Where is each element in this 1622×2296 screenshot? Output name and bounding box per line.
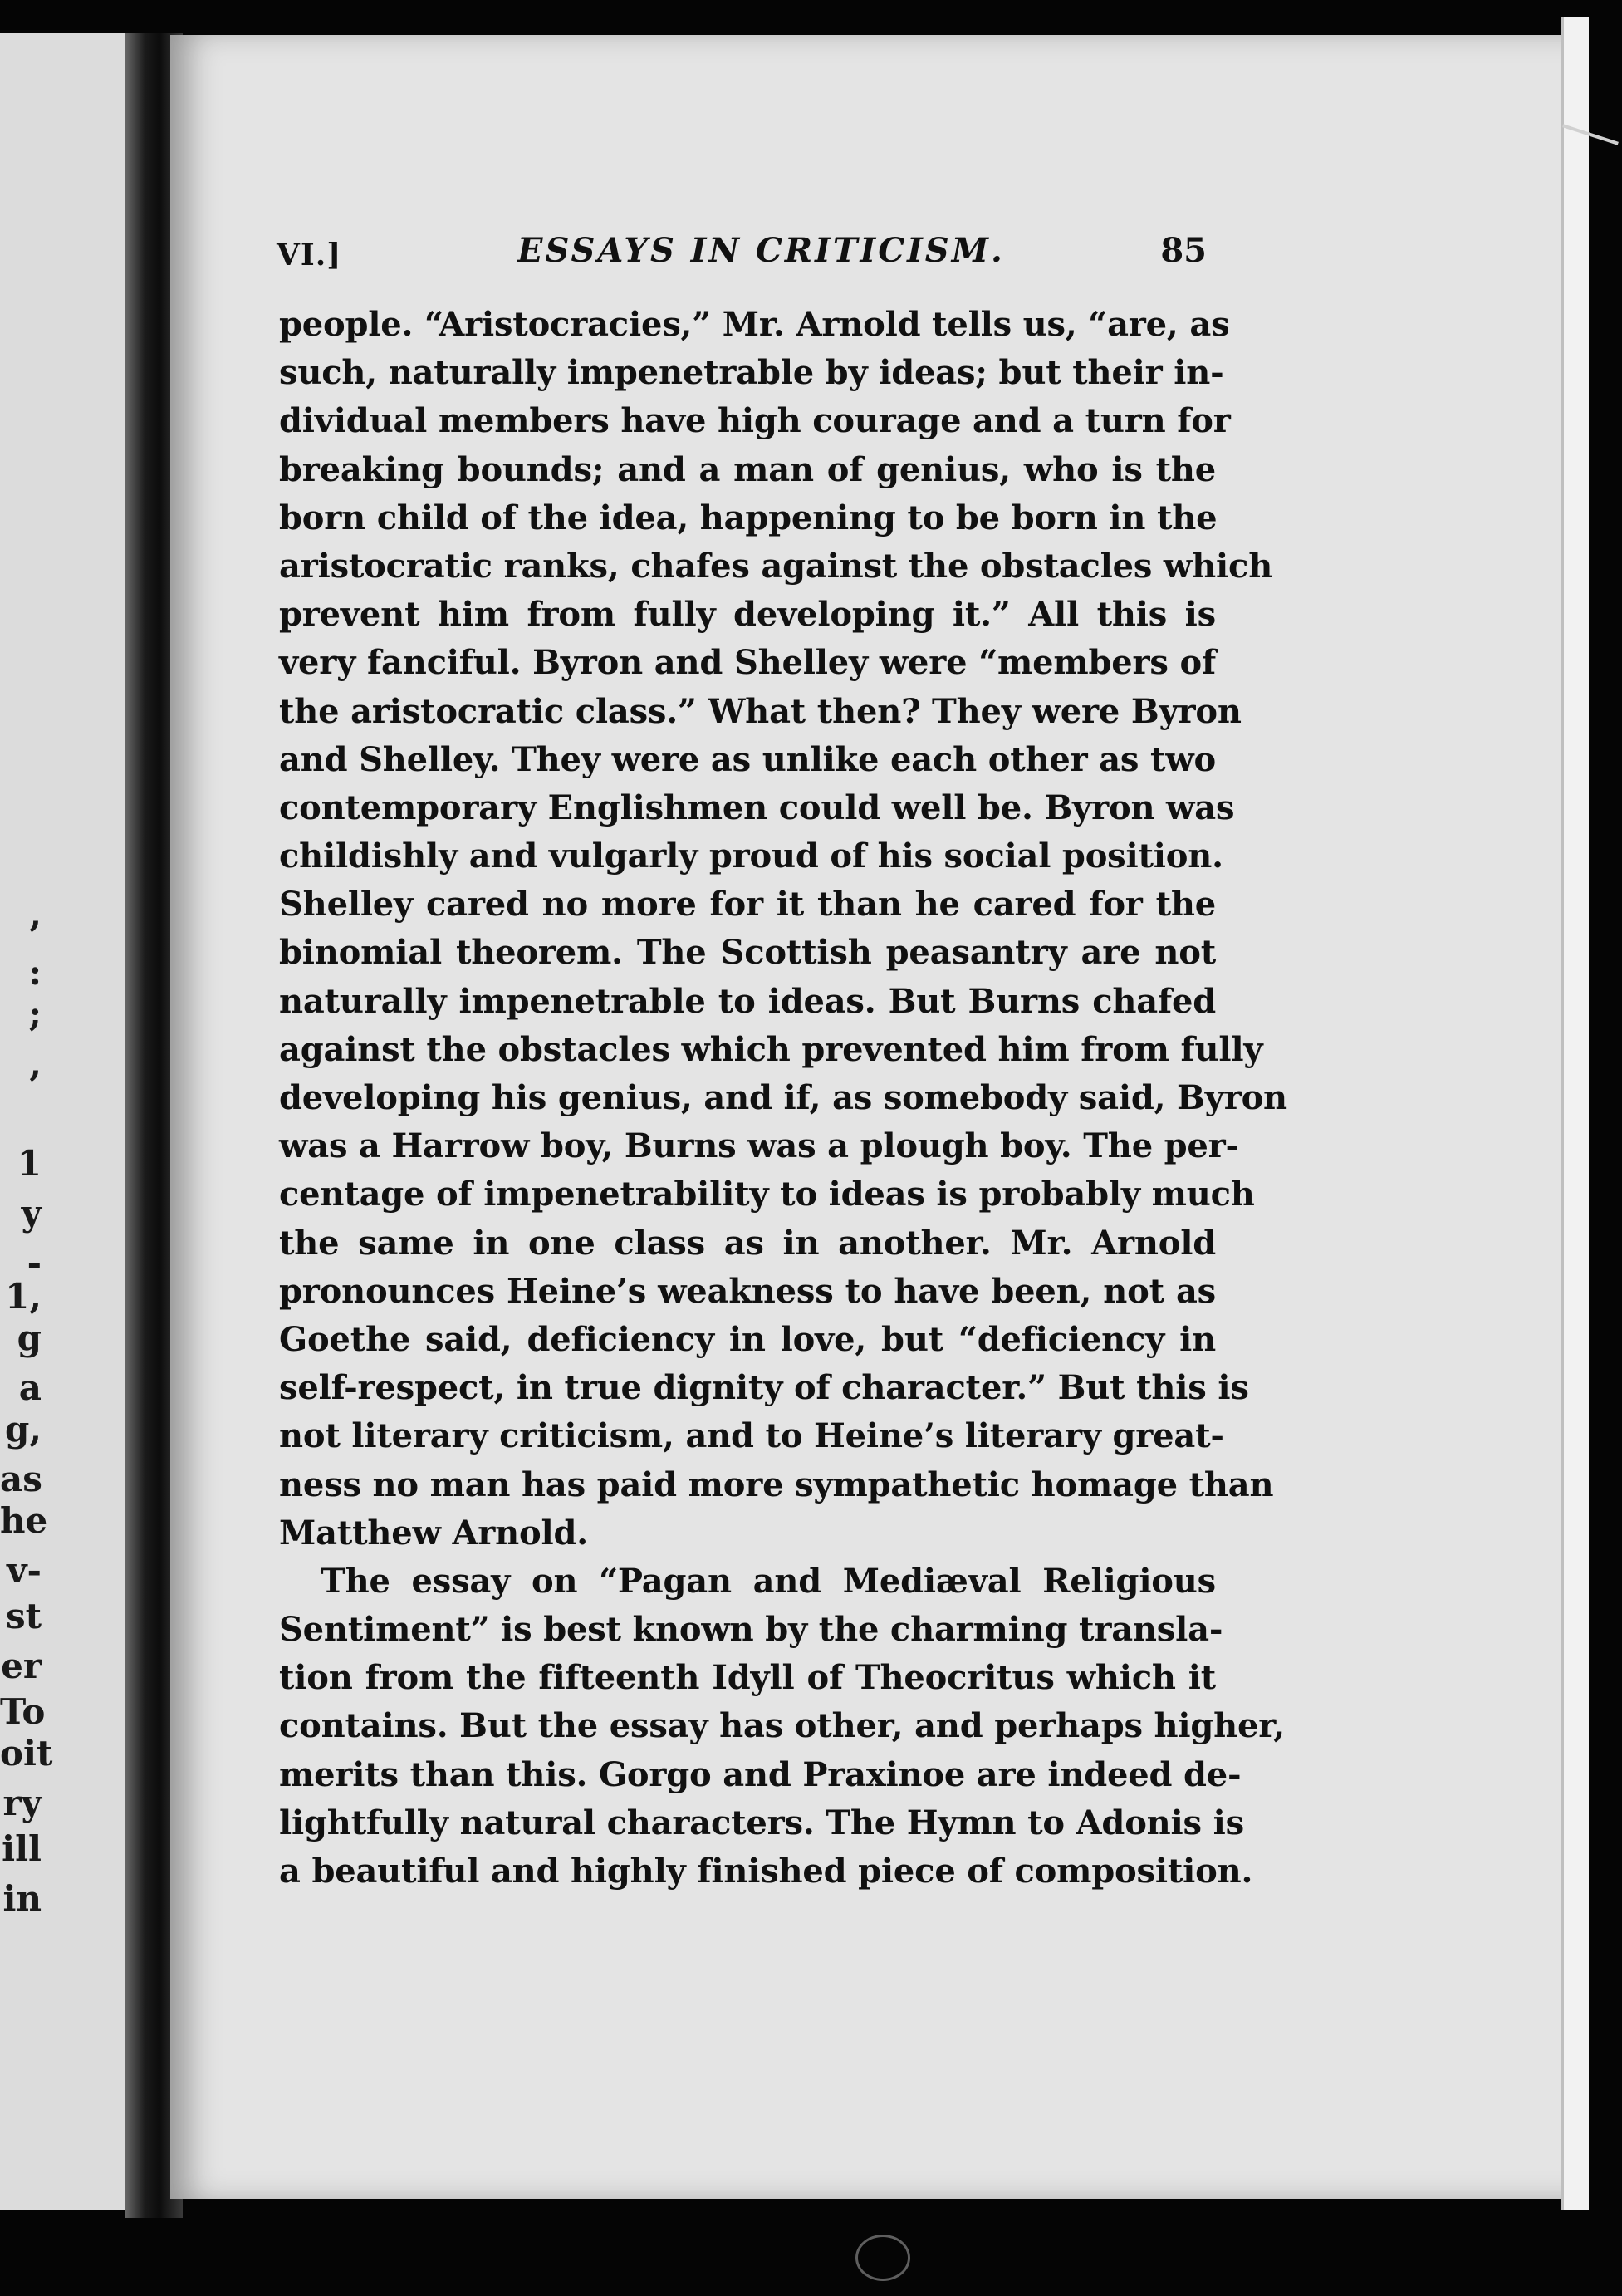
running-head [277, 231, 1207, 281]
facing-page-fragment: ill [2, 1828, 42, 1869]
text-line: Matthew Arnold. [279, 1513, 589, 1553]
text-line: binomial theorem. The Scottish peasantry are not [279, 933, 1216, 973]
facing-page-fragment: a [18, 1367, 42, 1408]
text-line: The essay on “Pagan and Mediæval Religious [321, 1561, 1216, 1601]
text-line: the aristocratic class.” What then? They were Byron [279, 691, 1242, 731]
facing-page-fragment: ry [2, 1783, 42, 1823]
text-line: pronounces Heine’s weakness to have been, not as [279, 1271, 1216, 1311]
text-line: lightfully natural characters. The Hymn to Adonis is [279, 1803, 1244, 1842]
body-text [279, 301, 1287, 1896]
text-line: naturally impenetrable to ideas. But Burns chafed [279, 981, 1216, 1021]
facing-page-fragment: v- [7, 1550, 42, 1591]
text-line: born child of the idea, happening to be born in the [279, 498, 1218, 537]
facing-page-fragment: - [27, 1243, 42, 1283]
facing-page-fragment: oit [0, 1733, 53, 1774]
facing-page-fragment: he [0, 1500, 48, 1541]
facing-page-fragment: g, [5, 1409, 42, 1450]
facing-page-fragment: as [0, 1459, 42, 1499]
text-line: childishly and vulgarly proud of his social position. [279, 836, 1223, 876]
facing-page-fragment: g [17, 1317, 42, 1358]
text-line: Shelley cared no more for it than he cared for the [279, 885, 1216, 925]
text-line: centage of impenetrability to ideas is probably much [279, 1175, 1255, 1214]
text-line: not literary criticism, and to Heine’s literary great- [279, 1416, 1224, 1456]
text-line: was a Harrow boy, Burns was a plough boy. The per- [279, 1126, 1239, 1166]
facing-page-fragment: 1, [5, 1276, 42, 1317]
section-number: VI.] [277, 238, 342, 272]
text-line: very fanciful. Byron and Shelley were “members of [279, 643, 1216, 683]
facing-page-fragment: : [28, 952, 42, 993]
text-line: and Shelley. They were as unlike each other as two [279, 739, 1216, 779]
text-line: such, naturally impenetrable by ideas; but their in- [279, 353, 1224, 393]
running-title: ESSAYS IN CRITICISM. [517, 231, 1005, 270]
text-line: aristocratic ranks, chafes against the obstacles which [279, 546, 1273, 586]
facing-page-fragment: , [29, 894, 42, 935]
text-line: contemporary Englishmen could well be. Byron was [279, 787, 1235, 827]
text-line: Sentiment” is best known by the charming transla- [279, 1610, 1223, 1650]
text-line: tion from the fifteenth Idyll of Theocritus which it [279, 1658, 1216, 1698]
paragraph-2 [279, 1558, 1285, 1896]
text-line: Goethe said, deficiency in love, but “deficiency in [279, 1319, 1216, 1359]
text-line: ness no man has paid more sympathetic homage than [279, 1464, 1274, 1504]
text-line: self-respect, in true dignity of character.” But this is [279, 1368, 1249, 1408]
facing-page-fragment: in [2, 1878, 42, 1919]
text-line: merits than this. Gorgo and Praxinoe are indeed de- [279, 1754, 1242, 1794]
facing-page-fragment: 1 [17, 1143, 42, 1184]
facing-page-fragment: y [21, 1193, 42, 1234]
text-line: a beautiful and highly finished piece of composition. [279, 1852, 1253, 1891]
text-line: prevent him from fully developing it.” All this is [279, 595, 1216, 635]
facing-page-fragment: To [0, 1691, 46, 1732]
text-line: against the obstacles which prevented him from fully [279, 1029, 1263, 1069]
text-line: the same in one class as in another. Mr. Arnold [279, 1223, 1216, 1263]
scan-smudge [855, 2235, 910, 2281]
page-edge [1561, 17, 1589, 2210]
text-line: breaking bounds; and a man of genius, who is the [279, 449, 1216, 489]
page-number: 85 [1160, 231, 1207, 270]
facing-page-fragment: er [1, 1646, 42, 1686]
facing-page-fragment: , [29, 1043, 42, 1084]
facing-page-fragment: ; [28, 993, 42, 1034]
text-line: contains. But the essay has other, and perhaps higher, [279, 1706, 1285, 1746]
paragraph-1 [279, 301, 1287, 1558]
text-line: dividual members have high courage and a turn for [279, 401, 1231, 441]
text-line: people. “Aristocracies,” Mr. Arnold tells us, “are, as [279, 305, 1230, 344]
facing-page-fragment: st [5, 1596, 42, 1636]
text-line: developing his genius, and if, as somebody said, Byron [279, 1078, 1287, 1117]
